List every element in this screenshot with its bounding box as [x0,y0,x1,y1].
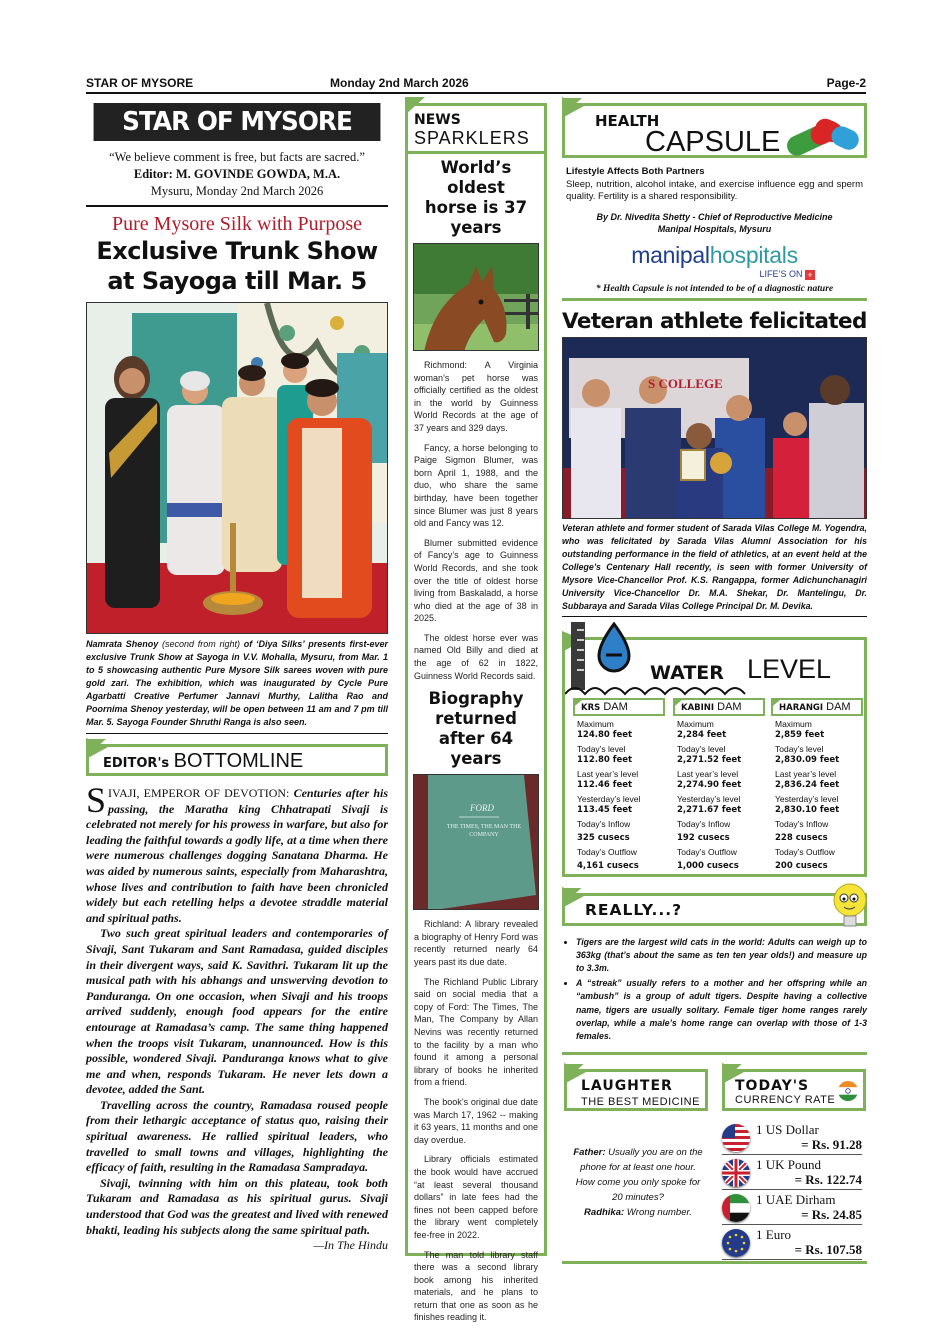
currency-value: = Rs. 24.85 [801,1206,862,1222]
dam-stat-label: Today’s Inflow [677,818,731,829]
dam-stat-label: Today’s level [775,743,824,754]
tagline-text: LIFE’S ON [759,268,803,279]
trunk-show-photo [86,302,388,634]
joke-speaker: Father: [573,1146,606,1158]
caption-aside: (second from right) [158,639,244,649]
story-headline: World’s oldest horse is 37 years [424,158,528,237]
lead-headline [86,236,388,296]
dam-stat-label: Last year’s level [677,768,739,779]
dam-stat-today [771,744,863,766]
dam-name: HARANGI [779,702,824,713]
laughter-joke [572,1145,704,1220]
story-paragraph: Library officials estimated the book would have accrued “at least several thousand dollars” in late fees had the fines not been capped before the library went completely fee-free in 2022. [414,1154,538,1240]
health-byline [562,211,867,235]
dam-stat-label: Last year’s level [775,768,837,779]
dam-stat-value: 2,271.67 feet [677,804,742,815]
lead-kicker: Pure Mysore Silk with Purpose [112,213,362,235]
capsule-pill-icon [780,108,864,158]
dam-stat-last-year [673,769,765,791]
water-level-panel [562,637,867,877]
dam-stat-value: 2,859 feet [775,729,825,740]
editorial-paragraph: Travelling across the country, Ramadasa roused people from their lethargic acceptance of status quo, raising their spiritual awareness. He rallied spiritual leaders, who travelled to small towns and villages, highlighting the efficacy of faith, resulting in the Ramadasa Sampradaya. [86,1097,388,1175]
dam-name: KRS [581,702,601,713]
really-facts [576,936,867,1052]
story-paragraph: The oldest horse ever was named Old Billy and died at the age of 62 in 1822, Guinness World Records said. [414,632,538,681]
water-level-title-bold: WATER [650,661,724,684]
dam-stat-label: Maximum [577,718,614,729]
editors-bottomline-header [86,744,388,776]
joke-line: Wrong number. [624,1206,692,1218]
us-flag-icon [722,1124,750,1152]
story-paragraph: The Richland Public Library said on social media that a copy of Ford: The Times, The Man, The Company by Allan Nevins was recently returned to the facility by a man who found it among a personal library of books he inherited from a friend. [414,976,538,1088]
dam-suffix: DAM [603,700,628,713]
trunk-show-photo-illustration [87,303,388,634]
currency-name: 1 Euro [756,1226,792,1242]
dam-stat-label: Yesterday’s level [775,793,839,804]
currency-value: = Rs. 122.74 [794,1171,862,1187]
dam-stat-value: 124.80 feet [577,729,633,740]
health-text: Sleep, nutrition, alcohol intake, and exercise influence egg and sperm quality. Fertility is a shared responsibility. [566,178,863,202]
caption-text: of ‘Diya Silks’ presents first-ever exclusive Trunk Show at Sayoga in V.V. Mohalla, Mysuru, from Mar. 1 to 5 showcasing authentic Pure Mysore Silk sarees woven with pure gold zari. The exhibition, which was inaugurated by Cycle Pure Agarbatti Creative Perfumer Jannavi Murthy, Lalitha Rao and Poornima Shenoy yesterday, will be open between 11 am and 7 pm till Mar. 5. Sayoga Founder Shruthi Ranga is also seen. [86,639,388,727]
manipal-logo [562,242,867,269]
drop-cap: S [86,780,107,820]
dam-stat-today [673,744,765,766]
uae-flag-icon [722,1194,750,1222]
right-column [562,103,867,1271]
dam-stat-label: Today’s Outflow [577,846,637,857]
laughter-title-light: THE BEST MEDICINE [581,1095,700,1108]
dam-stat-label: Maximum [677,718,714,729]
dam-stat-outflow [771,847,863,872]
uk-flag-icon [722,1159,750,1187]
currency-value: = Rs. 91.28 [801,1136,862,1152]
dam-stat-value: 2,271.52 feet [677,754,742,765]
veteran-caption: Veteran athlete and former student of Sarada Vilas College M. Yogendra, who was felicitated by Sarada Vilas Alumni Association for his outstanding performance in the field of athletics, at an event held at the College’s Centenary Hall recently, is seen with former University of Mysore Vice-Chancellor Prof. K.S. Rangappa, former Adichunchanagiri University Vice-Chancellor Dr. M.A. Shekar, Dr. Mantelingu, Dr. Subbaraya and Sarada Vilas College Principal Dr. M. Devika. [562,522,867,617]
editorial-body [86,780,389,1254]
dam-stat-label: Today’s Outflow [775,846,835,857]
dam-stat-label: Today’s level [577,743,626,754]
dam-stat-label: Today’s Inflow [775,818,829,829]
dam-stat-label: Today’s Outflow [677,846,737,857]
book-title: FORD [470,803,494,814]
masthead-title: STAR OF MYSORE [94,103,381,141]
plus-icon: + [805,270,815,280]
dam-column-harangi [771,698,863,872]
dam-stat-value: 2,830.10 feet [775,804,840,815]
dam-stat-value: 192 cusecs [677,832,730,843]
dam-stat-today [573,744,665,766]
currency-row [722,1121,862,1155]
dam-stat-value: 2,836.24 feet [775,779,840,790]
news-sparklers-header [408,106,544,154]
currency-row [722,1191,862,1225]
health-capsule-title-bold: HEALTH [595,112,660,130]
dam-stat-value: 2,830.09 feet [775,754,840,765]
water-level-title-light: LEVEL [747,653,832,684]
health-capsule-title-light: CAPSULE [645,126,781,158]
horse-photo-illustration [414,244,539,351]
story-body [408,918,544,1324]
dam-stat-value: 2,274.90 feet [677,779,742,790]
editorial-paragraph: Centuries after his passing, the Maratha king Chhatrapati Sivaji is celebrated not merely for his prowess in warfare, but also for leading the faithful towards a godly life, at a time when there were numerous challenges dogging Sanatana Dharma. He was aided by numerous saints, especially from Maharashtra, whose lives and contribution to faith have been chronicled widely but each retelling helps a devotee straddle material and spiritual paths. [86,786,389,925]
really-header [562,893,867,926]
lead-column [86,103,388,1254]
dam-stat-value: 325 cusecs [577,832,630,843]
really-title: REALLY...? [585,900,683,919]
editor-line: Editor: M. GOVINDE GOWDA, M.A. [133,167,341,181]
dam-stat-last-year [771,769,863,791]
dam-stat-label: Maximum [775,718,812,729]
logo-tagline [562,269,815,280]
veteran-headline: Veteran athlete felicitated [562,308,867,334]
health-capsule-body [566,166,863,204]
dam-suffix: DAM [826,700,851,713]
header-publication: STAR OF MYSORE [86,76,194,90]
news-sparklers [405,103,547,1323]
lead-headline-line-2: at Sayoga till Mar. 5 [107,267,367,295]
story-paragraph: The man told library staff there was a second library book among his inherited materials, and he plans to return that one as soon as he finishes reading it. [414,1249,538,1323]
lightbulb-mascot-icon [830,882,870,932]
dam-stat-maximum [573,719,665,741]
currency-name: 1 UK Pound [756,1156,822,1172]
editorial-paragraph: Two such great spiritual leaders and contemporaries of Sivaji, Sant Tukaram and Sant Ramadasa, guided disciples in their divergent ways, said K. Savithri. Tukaram lit up the musical path with his abhangs and unswerving devotion to Panduranga. On one occasion, when Sivaji and his troops arrived suddenly, enough food appears for the entire entourage at Ramadasa’s camp. The same thing happened when the troops visit Tukaram, unannounced. How is this possible, wondered Sivaji. Panduranga knows what to give me and when, responds Tukaram. He never lets down a devotee, added the Sant. [86,926,388,1097]
news-sparklers-title-light: SPARKLERS [414,128,530,148]
dam-title [573,698,665,716]
dam-stat-outflow [573,847,665,872]
lead-headline-line-1: Exclusive Trunk Show [96,237,378,265]
dam-suffix: DAM [717,700,742,713]
dam-stat-inflow [673,819,765,844]
dam-stat-last-year [573,769,665,791]
header-page-number: Page-2 [826,76,866,90]
caption-name: Namrata Shenoy [86,639,159,649]
health-disclaimer: * Health Capsule is not intended to be of a diagnostic nature [562,284,867,301]
dam-stat-inflow [771,819,863,844]
fact-item: • A “streak” usually refers to a mother and her offspring while an “ambush” is a group of adult tigers. Despite having a collective name, tigers are usually solitary. Female tiger home ranges rarely overlap, while a male’s home range can overlap with those of 1-3 females. [576,977,867,1044]
dam-stat-value: 200 cusecs [775,860,828,871]
story-headline: Biography returned after 64 years [428,689,524,769]
currency-value: = Rs. 107.58 [794,1241,862,1257]
story-body [408,359,544,682]
health-capsule-header [562,103,867,158]
dam-stat-inflow [573,819,665,844]
india-flag-icon [837,1080,859,1102]
currency-title-bold: TODAY'S [735,1077,810,1094]
dam-stat-yesterday [573,794,665,816]
byline-org: Manipal Hospitals, Mysuru [657,223,772,234]
dam-stat-label: Yesterday’s level [677,793,741,804]
bottom-panels [562,1061,867,1271]
story-paragraph: Fancy, a horse belonging to Paige Sigmon Blumer, was born April 1, 1988, and the duo, who share the same birthday, have been together since Blumer was just 8 years old and Fancy was 12. [414,442,538,529]
dam-stat-label: Today’s Inflow [577,818,631,829]
eu-flag-icon [722,1229,750,1257]
editorial-credit: —In The Hindu [313,1238,388,1253]
dam-title [771,698,863,716]
currency-row [722,1226,862,1260]
motto: “We believe comment is free, but facts are sacred.” [109,150,365,164]
book-photo [413,774,539,910]
dam-stat-value: 113.45 feet [577,804,633,815]
laughter-title-bold: LAUGHTER [581,1077,673,1094]
lead-photo-caption [86,638,388,734]
fact-item: • Tigers are the largest wild cats in the world: Adults can weigh up to 363kg (that’s about the same as ten ten year olds!) and measure up to 3.3m. [576,936,867,976]
dam-column-krs [573,698,665,872]
story-paragraph: Blumer submitted evidence of Fancy’s age to Guinness World Records, and she took over the title of oldest horse living from Baskaladd, a horse who died at the age of 38 in 2025. [414,537,538,624]
dam-stat-maximum [771,719,863,741]
dam-stat-value: 228 cusecs [775,832,828,843]
joke-line: Usually you are on the phone for at least one hour. How come you only spoke for 20 minutes? [575,1146,703,1203]
dam-stat-maximum [673,719,765,741]
logo-part-a: manipal [631,241,710,268]
horse-photo [413,243,539,351]
book-photo-illustration [414,775,539,910]
dam-stat-label: Yesterday’s level [577,793,641,804]
currency-title-light: CURRENCY RATE [735,1093,836,1106]
dam-stat-yesterday [673,794,765,816]
page-header [86,76,866,94]
currency-name: 1 UAE Dirham [756,1191,836,1207]
dam-stat-yesterday [771,794,863,816]
logo-part-b: hospitals [709,241,798,268]
currency-name: 1 US Dollar [756,1121,819,1137]
editorial-lead-in: IVAJI, EMPEROR OF DEVOTION: [108,786,290,800]
dam-name: KABINI [681,702,715,713]
currency-header [722,1069,866,1111]
college-banner-text: S COLLEGE [648,375,723,391]
felicitation-photo [562,337,867,519]
dam-stat-value: 2,284 feet [677,729,727,740]
book-subtitle: THE TIMES, THE MAN THE COMPANY [446,824,522,839]
editorial-title-light: BOTTOMLINE [173,750,304,772]
story-paragraph: Richmond: A Virginia woman’s pet horse was officially certified as the oldest in the world by Guinness World Records at the age of 37 years and 329 days. [414,360,538,433]
dam-stat-value: 112.46 feet [577,779,633,790]
dam-stat-outflow [673,847,765,872]
editorial-paragraph: Sivaji, twinning with him on this plateau, took both Tukaram and Ramadasa as his spiritual gurus. Sivaji understood that God was the greatest and lived with renewed bhakti, leading his subjects along the same spiritual path. [86,1175,388,1237]
editorial-title-bold: EDITOR's [103,756,170,771]
dam-stat-value: 1,000 cusecs [677,860,739,871]
dam-title [673,698,765,716]
dateline: Mysuru, Monday 2nd March 2026 [150,184,324,198]
masthead-info [86,149,388,200]
laughter-header [564,1069,708,1111]
dam-stat-value: 4,161 cusecs [577,860,639,871]
dam-stat-label: Last year’s level [577,768,639,779]
water-waves-icon [565,682,755,696]
dam-column-kabini [673,698,765,872]
health-topic: Lifestyle Affects Both Partners [566,166,705,177]
felicitation-photo-illustration [563,338,867,519]
byline-author: By Dr. Nivedita Shetty - Chief of Reproductive Medicine [596,211,833,222]
header-date: Monday 2nd March 2026 [330,76,469,90]
story-paragraph: Richland: A library revealed a biography of Henry Ford was recently returned nearly 64 years past its due date. [414,919,538,968]
joke-speaker: Radhika: [584,1206,625,1218]
currency-row [722,1156,862,1190]
news-sparklers-title-bold: NEWS [414,112,461,128]
dam-stat-label: Today’s level [677,743,726,754]
story-paragraph: The book’s original due date was March 17, 1962 -- making it 63 years, 11 months and one day overdue. [414,1096,538,1145]
dam-stat-value: 112.80 feet [577,754,633,765]
